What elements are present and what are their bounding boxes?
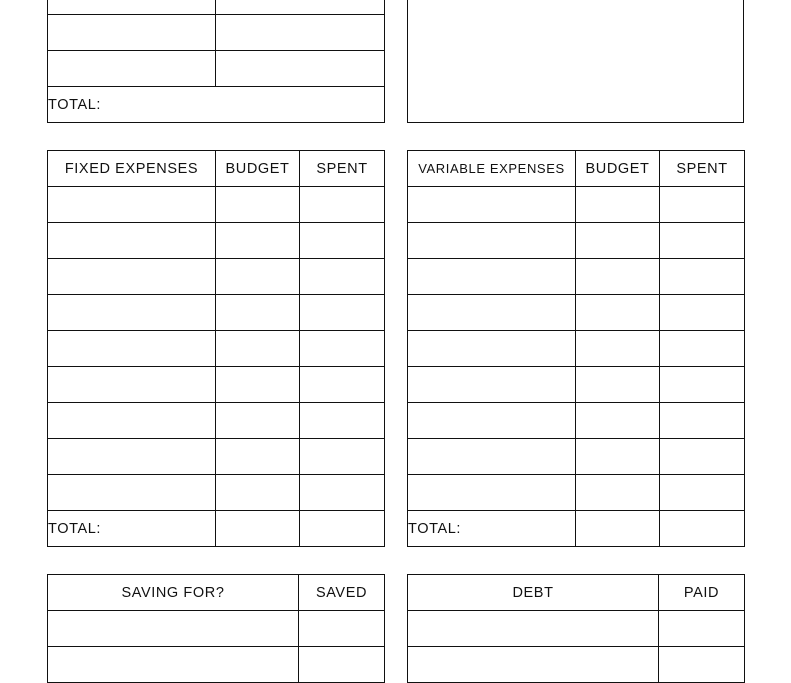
table-row (408, 223, 745, 259)
table-cell[interactable] (48, 331, 216, 367)
table-cell[interactable] (576, 295, 660, 331)
table-row (48, 259, 385, 295)
table-cell[interactable] (660, 259, 745, 295)
table-cell[interactable] (216, 367, 300, 403)
total-row (408, 511, 745, 547)
table-row (48, 439, 385, 475)
budget-total-cell[interactable] (576, 511, 660, 547)
table-row (48, 367, 385, 403)
table-cell[interactable] (48, 367, 216, 403)
saving-for-header: SAVING FOR? (48, 575, 299, 611)
table-cell[interactable] (659, 647, 745, 683)
table-cell[interactable] (300, 439, 385, 475)
total-row (48, 87, 385, 123)
header-row (48, 151, 385, 187)
table-cell[interactable] (300, 331, 385, 367)
notes-box[interactable] (407, 0, 744, 123)
table-cell[interactable] (216, 295, 300, 331)
table-cell[interactable] (216, 0, 385, 15)
table-row (408, 295, 745, 331)
table-cell[interactable] (408, 295, 576, 331)
table-cell[interactable] (660, 439, 745, 475)
table-cell[interactable] (48, 611, 299, 647)
table-cell[interactable] (216, 51, 385, 87)
table-cell[interactable] (48, 647, 299, 683)
table-cell[interactable] (576, 439, 660, 475)
paid-header: PAID (659, 575, 745, 611)
budget-header: BUDGET (216, 151, 300, 187)
table-cell[interactable] (300, 295, 385, 331)
table-cell[interactable] (48, 223, 216, 259)
table-row (408, 367, 745, 403)
table-cell[interactable] (299, 647, 385, 683)
table-cell[interactable] (48, 295, 216, 331)
table-cell[interactable] (216, 223, 300, 259)
table-row (408, 647, 745, 683)
table-cell[interactable] (576, 331, 660, 367)
table-cell[interactable] (48, 15, 216, 51)
table-row (48, 331, 385, 367)
table-cell[interactable] (659, 611, 745, 647)
savings-table (47, 574, 385, 683)
table-cell[interactable] (660, 403, 745, 439)
table-cell[interactable] (660, 367, 745, 403)
table-cell[interactable] (48, 475, 216, 511)
debt-table (407, 574, 745, 683)
table-row (48, 51, 385, 87)
table-cell[interactable] (576, 403, 660, 439)
variable-expenses-table (407, 150, 745, 547)
table-row (48, 223, 385, 259)
table-cell[interactable] (216, 259, 300, 295)
table-cell[interactable] (408, 367, 576, 403)
table-row (48, 0, 385, 15)
table-row (408, 259, 745, 295)
table-cell[interactable] (48, 259, 216, 295)
table-cell[interactable] (216, 403, 300, 439)
table-cell[interactable] (300, 475, 385, 511)
table-row (48, 647, 385, 683)
table-cell[interactable] (216, 331, 300, 367)
table-row (48, 611, 385, 647)
spent-total-cell[interactable] (660, 511, 745, 547)
table-cell[interactable] (576, 367, 660, 403)
table-cell[interactable] (408, 187, 576, 223)
table-cell[interactable] (300, 367, 385, 403)
table-cell[interactable] (216, 475, 300, 511)
table-row (48, 187, 385, 223)
table-cell[interactable] (48, 187, 216, 223)
saved-header: SAVED (299, 575, 385, 611)
table-cell[interactable] (660, 295, 745, 331)
table-row (408, 403, 745, 439)
table-cell[interactable] (660, 475, 745, 511)
table-row (408, 475, 745, 511)
variable-expenses-header: VARIABLE EXPENSES (408, 151, 576, 187)
budget-total-cell[interactable] (216, 511, 300, 547)
table-cell[interactable] (408, 611, 659, 647)
header-row (48, 575, 385, 611)
table-cell[interactable] (408, 403, 576, 439)
table-cell[interactable] (408, 439, 576, 475)
table-cell[interactable] (300, 403, 385, 439)
fixed-expenses-header: FIXED EXPENSES (48, 151, 216, 187)
table-row (48, 475, 385, 511)
spent-total-cell[interactable] (300, 511, 385, 547)
table-row (48, 403, 385, 439)
table-cell[interactable] (660, 223, 745, 259)
table-cell[interactable] (48, 403, 216, 439)
table-cell[interactable] (408, 331, 576, 367)
table-cell[interactable] (48, 0, 216, 15)
table-cell[interactable] (660, 331, 745, 367)
fixed-expenses-table (47, 150, 385, 547)
spent-header: SPENT (300, 151, 385, 187)
table-row (48, 295, 385, 331)
budget-header: BUDGET (576, 151, 660, 187)
table-cell[interactable] (216, 15, 385, 51)
table-row (408, 187, 745, 223)
table-cell[interactable] (408, 223, 576, 259)
table-cell[interactable] (216, 439, 300, 475)
table-cell[interactable] (660, 187, 745, 223)
debt-header: DEBT (408, 575, 659, 611)
table-cell[interactable] (408, 259, 576, 295)
table-cell[interactable] (576, 187, 660, 223)
table-cell[interactable] (576, 223, 660, 259)
table-cell[interactable] (48, 51, 216, 87)
header-row (408, 575, 745, 611)
table-cell[interactable] (300, 187, 385, 223)
table-row (408, 611, 745, 647)
table-cell[interactable] (408, 647, 659, 683)
spent-header: SPENT (660, 151, 745, 187)
table-row (48, 15, 385, 51)
table-cell[interactable] (300, 259, 385, 295)
table-cell[interactable] (576, 259, 660, 295)
total-label: TOTAL: (408, 511, 576, 547)
total-row (48, 511, 385, 547)
header-row (408, 151, 745, 187)
table-cell[interactable] (576, 475, 660, 511)
table-row (408, 439, 745, 475)
total-label: TOTAL: (48, 87, 385, 123)
total-label: TOTAL: (48, 511, 216, 547)
table-row (408, 331, 745, 367)
table-cell[interactable] (216, 187, 300, 223)
income-table (47, 0, 385, 123)
table-cell[interactable] (299, 611, 385, 647)
table-cell[interactable] (48, 439, 216, 475)
table-cell[interactable] (408, 475, 576, 511)
table-cell[interactable] (300, 223, 385, 259)
